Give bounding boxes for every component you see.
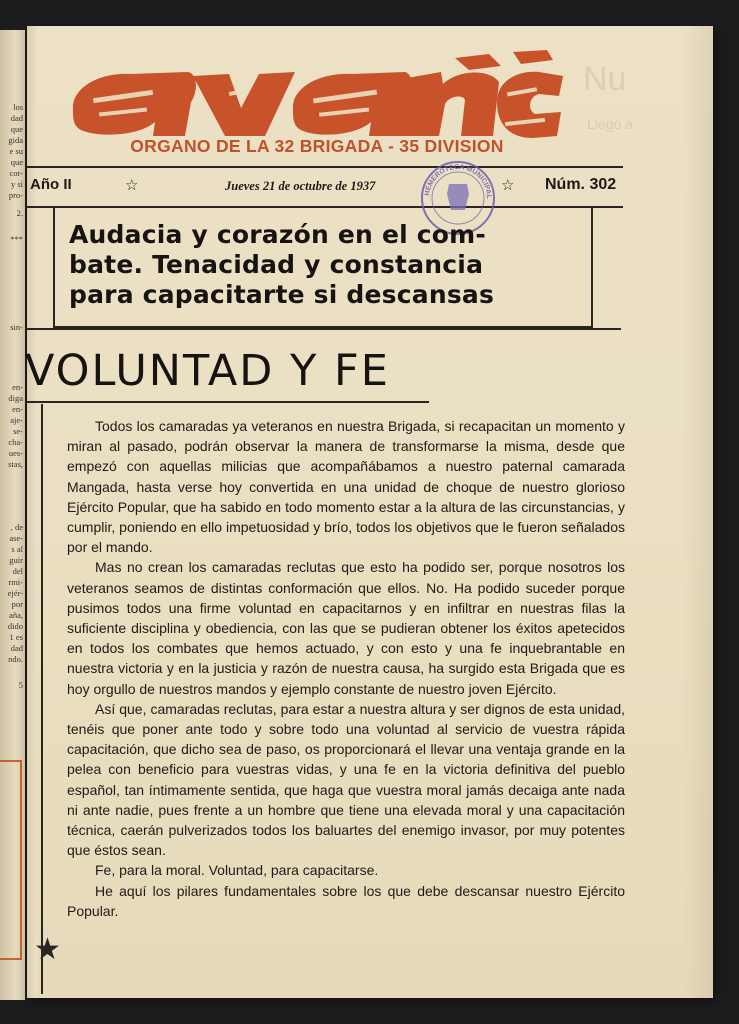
left-page-fragment: s al (11, 544, 23, 554)
article-body (67, 416, 625, 921)
left-page-fragment: ejér- (7, 588, 23, 598)
bleed-through-text-2: Llegó a (587, 116, 633, 132)
dateline-top-rule (27, 166, 623, 168)
left-page-fragment: del (12, 566, 23, 576)
left-page-fragment: , de (10, 522, 23, 532)
star-icon: ☆ (501, 177, 515, 194)
left-page-fragment: los (13, 102, 23, 112)
newspaper-page (27, 26, 713, 998)
article-paragraph: Así que, camaradas reclutas, para estar a nuestra altura y ser dignos de esta unidad, tenéis que poner ante todo y sobre todo una voluntad al servicio de vuestra rápida capacitación, que dicho sea de paso, os proporcionará el llevar una ventaja grande en la pelea con beneficio para vuestras vidas, y una fe en la victoria definitiva del pueblo español, tan íntimamente sentida, que haga que vuestra moral jamás decaiga ante nada ni ante nadie, pues frente a un hombre que tiene una elevada moral y una capacitación técnica, caerán pulverizados todos los baluartes del enemigo invasor, por muy potentes que éstos sean. (67, 700, 625, 859)
left-page-fragment: dido (7, 621, 23, 631)
slogan-bottom-rule (27, 328, 621, 330)
page-edge-shadow (683, 26, 713, 998)
left-page-fragment: 5 (18, 680, 23, 690)
page-spine-shadow (27, 26, 37, 998)
left-page-fragment: ase- (9, 533, 23, 543)
left-page-fragment: que (10, 124, 23, 134)
slogan-line: bate. Tenacidad y constancia (69, 250, 484, 279)
masthead-logo (69, 50, 565, 140)
masthead-subtitle: ORGANO DE LA 32 BRIGADA - 35 DIVISION (130, 136, 504, 156)
stamp-text: HEMEROTECA MUNICIPAL (424, 163, 493, 200)
adjacent-page-edge (0, 30, 25, 1000)
left-page-fragment: y si (10, 179, 23, 189)
issue-year: Año II (30, 176, 72, 193)
left-page-fragment: cor- (9, 168, 23, 178)
headline-rule (27, 401, 429, 403)
left-page-fragment: aña, (9, 610, 23, 620)
left-page-fragment: 1 es (9, 632, 23, 642)
left-page-fragment: ues- (8, 448, 23, 458)
left-page-fragment: guir (9, 555, 23, 565)
left-page-red-box (0, 760, 22, 960)
left-page-fragment: por (11, 599, 23, 609)
left-page-fragment: que (10, 157, 23, 167)
left-page-fragment: aje- (10, 415, 23, 425)
article-paragraph: Todos los camaradas ya veteranos en nuestra Brigada, si recapacitan un momento y miran al pasado, podrán observar la manera de transformarse la misma, desde que empezó con aquellas milicias que acompañábamos a nuestro paternal camarada Mangada, hasta verse hoy convertida en una unidad de choque de nuestro glorioso Ejército Popular, que ha sabido en todo momento estar a la altura de las circunstancias, y cumplir, poniendo en ello impetuosidad y brío, todos los objetivos que le fueron señalados por el mando. (67, 418, 625, 556)
left-page-fragment: sin- (10, 322, 23, 332)
slogan-line: para capacitarte si descansas (69, 280, 495, 309)
left-page-fragment: *** (10, 234, 23, 244)
left-page-fragment: en- (12, 382, 23, 392)
left-page-fragment: dad (10, 113, 23, 123)
article-paragraph: Fe, para la moral. Voluntad, para capacitarse. (95, 862, 379, 879)
article-paragraph: He aquí los pilares fundamentales sobre los que debe descansar nuestro Ejército Popular. (67, 882, 625, 919)
bullet-star-icon: ★ (34, 933, 61, 966)
left-page-fragment: pro- (8, 190, 23, 200)
slogan-line: Audacia y corazón en el com- (69, 220, 487, 249)
left-page-fragment: diga (8, 393, 23, 403)
star-icon: ☆ (125, 177, 139, 194)
slogan (69, 220, 589, 310)
dateline (27, 176, 627, 200)
slogan-box (53, 208, 593, 328)
left-page-fragment: se- (13, 426, 23, 436)
left-page-fragment: rmi- (8, 577, 23, 587)
left-page-fragment: dad (10, 643, 23, 653)
article-paragraph: Mas no crean los camaradas reclutas que esto ha podido ser, porque nosotros los veteranos seamos de distintas conformación que ellos. No. Ha podido suceder porque pusimos todos una firme voluntad en capacitarnos y en infiltrar en nuestras filas la suficiente disciplina y obediencia, con las que se pudieran obtener los éxitos apetecidos en todos los combates que hemos actuado, y con esto y una fe inquebrantable en nuestra victoria y en la justicia y razón de nuestra causa, ha surgido esta Brigada que es hoy orgullo de nuestros mandos y ejemplo constante de nuestro joven Ejército. (67, 559, 625, 697)
left-page-fragment: en- (12, 404, 23, 414)
issue-date: Jueves 21 de octubre de 1937 (225, 179, 376, 193)
left-page-fragment: 2. (16, 208, 23, 218)
left-page-fragment: gida (8, 135, 23, 145)
issue-number: Núm. 302 (545, 176, 617, 193)
bleed-through-text: Nu (583, 60, 627, 98)
left-page-fragment: ndo. (8, 654, 23, 664)
left-page-fragment: stas, (8, 459, 23, 469)
article-headline: VOLUNTAD Y FE (25, 346, 390, 396)
left-page-fragment: e su (9, 146, 23, 156)
article-side-rule (41, 404, 43, 994)
left-page-fragment: cha- (8, 437, 23, 447)
